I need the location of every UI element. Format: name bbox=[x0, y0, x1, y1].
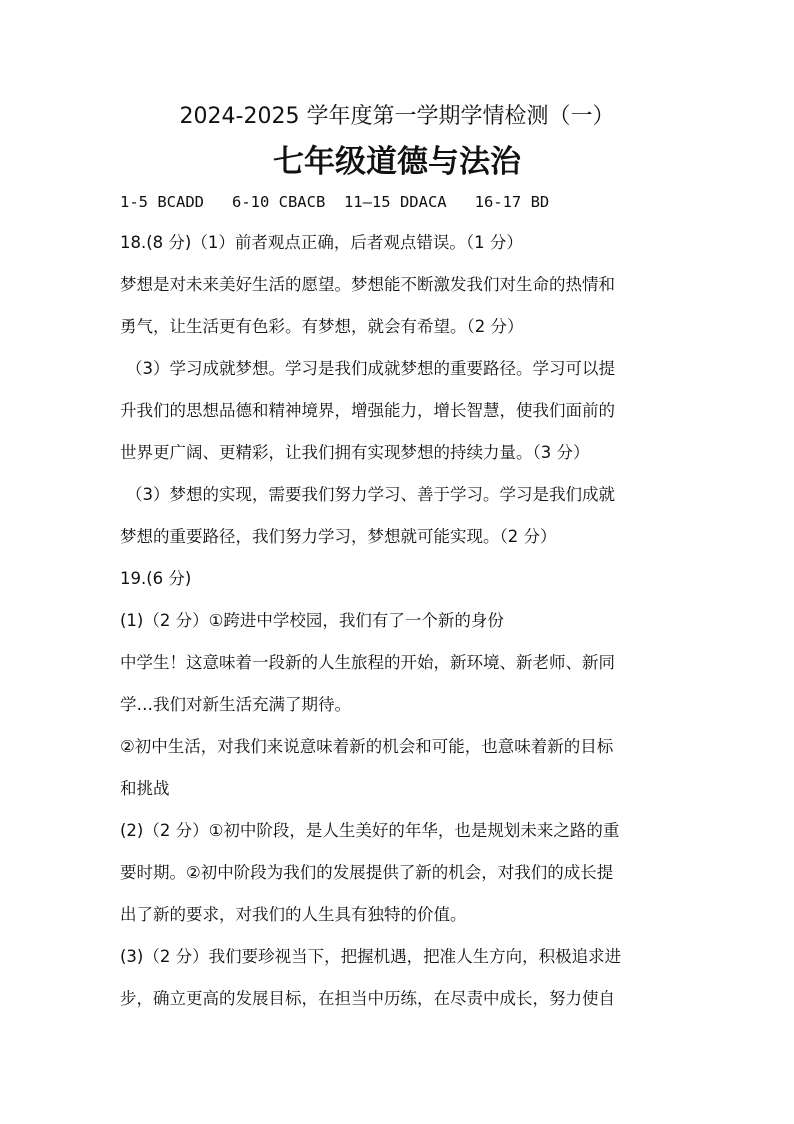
answer-line: 升我们的思想品德和精神境界，增强能力，增长智慧，使我们面前的 bbox=[120, 401, 615, 420]
answer-line: 学…我们对新生活充满了期待。 bbox=[120, 695, 351, 714]
answer-line: (1)（2 分）①跨进中学校园，我们有了一个新的身份 bbox=[120, 611, 504, 630]
answer-line: 梦想的重要路径，我们努力学习，梦想就可能实现。（2 分） bbox=[120, 527, 557, 546]
answer-line: 19.(6 分) bbox=[120, 569, 192, 588]
answer-key-line: 1-5 BCADD 6-10 CBACB 11—15 DDACA 16-17 BD bbox=[120, 193, 550, 211]
document-title: 2024-2025 学年度第一学期学情检测（一） bbox=[179, 104, 615, 129]
answer-line: 出了新的要求，对我们的人生具有独特的价值。 bbox=[120, 905, 467, 924]
document-subject-title: 七年级道德与法治 bbox=[273, 144, 521, 180]
answer-line: (2)（2 分）①初中阶段，是人生美好的年华，也是规划未来之路的重 bbox=[120, 821, 620, 840]
answer-line: 勇气，让生活更有色彩。有梦想，就会有希望。（2 分） bbox=[120, 317, 524, 336]
answer-line: 要时期。②初中阶段为我们的发展提供了新的机会，对我们的成长提 bbox=[120, 863, 614, 882]
answer-line: （3）学习成就梦想。学习是我们成就梦想的重要路径。学习可以提 bbox=[126, 359, 615, 378]
answer-line: 和挑战 bbox=[120, 779, 170, 798]
answer-line: 18.(8 分)（1）前者观点正确，后者观点错误。（1 分） bbox=[120, 233, 523, 252]
answer-line: (3)（2 分）我们要珍视当下，把握机遇，把准人生方向，积极追求进 bbox=[120, 947, 622, 966]
answer-line: （3）梦想的实现，需要我们努力学习、善于学习。学习是我们成就 bbox=[126, 485, 615, 504]
answer-line: 梦想是对未来美好生活的愿望。梦想能不断激发我们对生命的热情和 bbox=[120, 275, 615, 294]
answer-line: 中学生！这意味着一段新的人生旅程的开始，新环境、新老师、新同 bbox=[120, 653, 615, 672]
answer-line: 步，确立更高的发展目标，在担当中历练，在尽责中成长，努力使自 bbox=[120, 989, 615, 1008]
answer-line: ②初中生活，对我们来说意味着新的机会和可能，也意味着新的目标 bbox=[120, 737, 614, 756]
answer-line: 世界更广阔、更精彩，让我们拥有实现梦想的持续力量。（3 分） bbox=[120, 443, 590, 462]
